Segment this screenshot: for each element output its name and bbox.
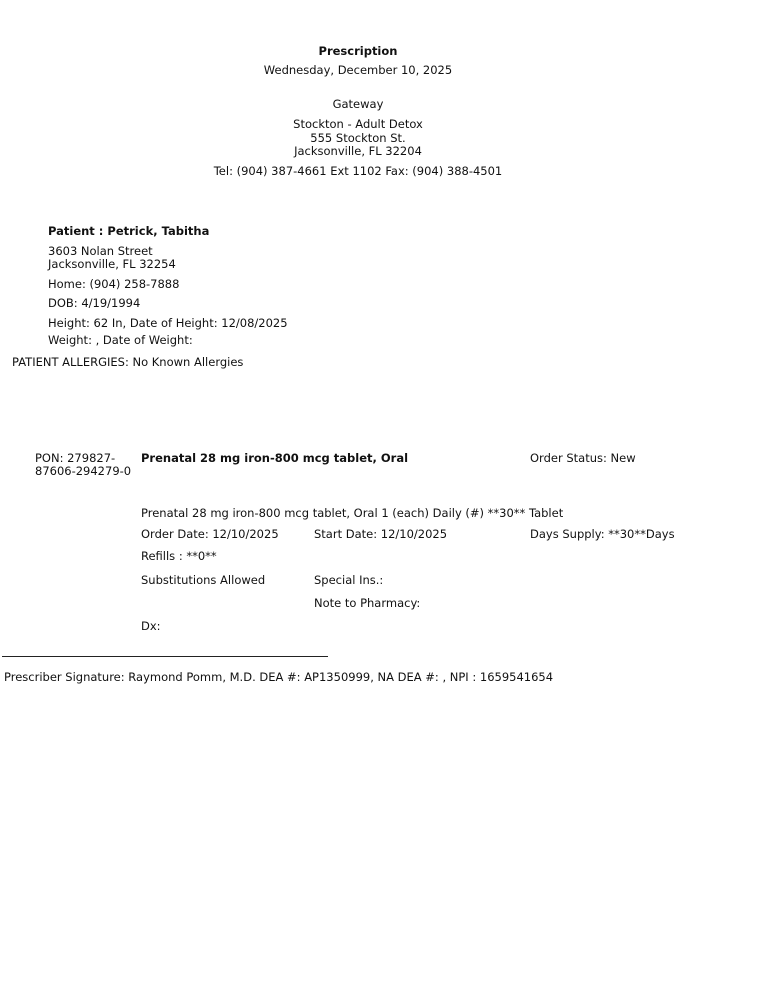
patient-dob: DOB: 4/19/1994 [48,296,141,310]
sig-line: Prenatal 28 mg iron-800 mcg tablet, Oral 1 (each) Daily (#) **30** Tablet [141,506,564,520]
days-supply: Days Supply: **30**Days [530,527,675,541]
facility-contact: Tel: (904) 387-4661 Ext 1102 Fax: (904) 388-4501 [213,164,503,178]
patient-address-line2: Jacksonville, FL 32254 [48,257,176,271]
patient-name: Patient : Petrick, Tabitha [48,224,210,238]
special-instructions: Special Ins.: [314,573,384,587]
prescription-date: Wednesday, December 10, 2025 [263,63,453,77]
order-status: Order Status: New [530,451,636,465]
pon-line1: PON: 279827- [35,451,116,465]
drug-title: Prenatal 28 mg iron-800 mcg tablet, Oral [141,451,409,465]
start-date: Start Date: 12/10/2025 [314,527,448,541]
patient-weight: Weight: , Date of Weight: [48,333,193,347]
note-to-pharmacy: Note to Pharmacy: [314,596,421,610]
page-title: Prescription [318,44,398,58]
diagnosis: Dx: [141,619,161,633]
facility-name: Stockton - Adult Detox [293,117,423,131]
organization-name: Gateway [332,97,384,111]
refills: Refills : **0** [141,549,217,563]
pon-line2: 87606-294279-0 [35,464,132,478]
patient-height: Height: 62 In, Date of Height: 12/08/2025 [48,316,288,330]
substitutions: Substitutions Allowed [141,573,266,587]
patient-home-phone: Home: (904) 258-7888 [48,277,180,291]
prescriber-signature: Prescriber Signature: Raymond Pomm, M.D. DEA #: AP1350999, NA DEA #: , NPI : 1659541654 [4,670,554,684]
order-date: Order Date: 12/10/2025 [141,527,279,541]
patient-allergies: PATIENT ALLERGIES: No Known Allergies [12,355,244,369]
facility-address-line1: 555 Stockton St. [310,131,406,145]
facility-address-line2: Jacksonville, FL 32204 [294,144,422,158]
patient-address-line1: 3603 Nolan Street [48,244,153,258]
signature-line [2,656,328,657]
